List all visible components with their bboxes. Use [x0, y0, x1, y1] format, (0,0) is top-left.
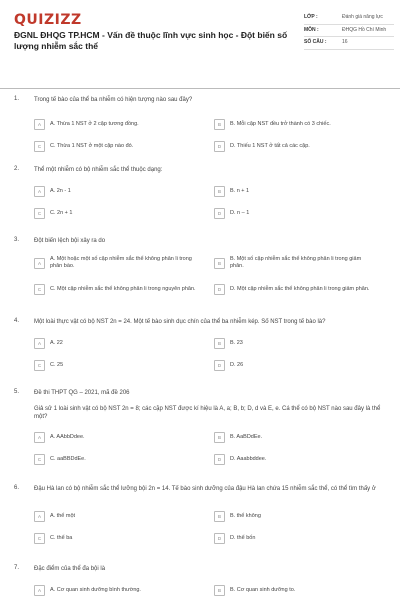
- option-a[interactable]: [34, 119, 196, 130]
- option-a[interactable]: [34, 186, 196, 197]
- option-letter-box: C: [34, 360, 45, 371]
- option-text: B. Cơ quan sinh dưỡng to.: [230, 586, 296, 593]
- question-number: 2.: [14, 166, 20, 172]
- option-letter-box: A: [34, 258, 45, 269]
- option-letter-box: D: [214, 208, 225, 219]
- meta-value: Đánh giá năng lực: [342, 14, 383, 20]
- option-letter-box: A: [34, 338, 45, 349]
- option-b[interactable]: [214, 432, 376, 443]
- option-letter-box: A: [34, 186, 45, 197]
- question-text: Đặc điểm của thể đa bội là: [34, 566, 106, 572]
- question-number: 1.: [14, 96, 20, 102]
- option-d[interactable]: [214, 141, 376, 152]
- question-text: Một loài thực vật có bộ NST 2n = 24. Một tế bào sinh dục chín của thể ba nhiễm kép. Số NST trong tế bào là?: [34, 319, 326, 325]
- option-text: C. Thừa 1 NST ở một cặp nào đó.: [50, 142, 134, 149]
- option-letter-box: D: [214, 360, 225, 371]
- option-letter-box: C: [34, 141, 45, 152]
- option-letter-box: B: [214, 511, 225, 522]
- option-text: A. Cơ quan sinh dưỡng bình thường.: [50, 586, 141, 593]
- option-d[interactable]: [214, 208, 376, 219]
- option-text: D. Thiếu 1 NST ở tất cả các cặp.: [230, 142, 310, 149]
- option-letter-box: D: [214, 141, 225, 152]
- option-text: C. thể ba: [50, 534, 73, 541]
- option-b[interactable]: [214, 585, 376, 596]
- option-letter-box: B: [214, 338, 225, 349]
- question-number: 4.: [14, 318, 20, 324]
- option-text: A. Một hoặc một số cặp nhiễm sắc thể không phân li trong phân bào.: [50, 256, 192, 270]
- question-number: 6.: [14, 485, 20, 491]
- option-text: C. Một cặp nhiễm sắc thể không phân li trong nguyên phân.: [50, 285, 196, 292]
- option-letter-box: B: [214, 432, 225, 443]
- option-a[interactable]: [34, 256, 196, 271]
- option-letter-box: A: [34, 511, 45, 522]
- document-meta: [304, 12, 394, 50]
- option-d[interactable]: [214, 284, 376, 295]
- meta-row-class: [304, 12, 394, 25]
- option-letter-box: B: [214, 258, 225, 269]
- option-b[interactable]: [214, 256, 376, 271]
- option-text: C. 25: [50, 361, 64, 368]
- question-text: Thể một nhiễm có bộ nhiễm sắc thể thuộc dạng:: [34, 167, 163, 173]
- quizizz-logo: QUIZIZZ: [14, 12, 82, 28]
- option-b[interactable]: [214, 186, 376, 197]
- option-c[interactable]: [34, 208, 196, 219]
- option-letter-box: D: [214, 454, 225, 465]
- option-letter-box: B: [214, 119, 225, 130]
- option-letter-box: A: [34, 432, 45, 443]
- option-d[interactable]: [214, 454, 376, 465]
- option-text: B. Mỗi cặp NST đều trở thành có 3 chiếc.: [230, 120, 331, 127]
- meta-value: ĐHQG Hồ Chí Minh: [342, 26, 387, 33]
- option-letter-box: A: [34, 119, 45, 130]
- option-d[interactable]: [214, 360, 376, 371]
- meta-row-count: [304, 37, 394, 50]
- document-title: ĐGNL ĐHQG TP.HCM - Vấn đề thuộc lĩnh vực sinh học - Đột biến số lượng nhiễm sắc thể: [14, 30, 288, 51]
- option-text: B. n + 1: [230, 187, 250, 194]
- question-source: Đề thi THPT QG – 2021, mã đề 206: [34, 390, 130, 396]
- option-a[interactable]: [34, 338, 196, 349]
- option-text: B. 23: [230, 339, 243, 346]
- option-text: B. AaBDdEe.: [230, 433, 263, 440]
- option-a[interactable]: [34, 432, 196, 443]
- meta-key: LỚP :: [304, 14, 318, 20]
- option-letter-box: B: [214, 186, 225, 197]
- option-letter-box: D: [214, 284, 225, 295]
- question-text: Giả sử 1 loài sinh vật có bộ NST 2n = 8; các cặp NST được kí hiệu là A, a; B, b; D, d và E, e. Cá thể có bộ NST nào sau đây là thể một?: [34, 406, 381, 421]
- option-text: D. thể bốn: [230, 534, 256, 541]
- option-b[interactable]: [214, 119, 376, 130]
- option-letter-box: D: [214, 533, 225, 544]
- option-c[interactable]: [34, 141, 196, 152]
- option-text: A. thể một: [50, 512, 76, 519]
- option-letter-box: C: [34, 454, 45, 465]
- option-c[interactable]: [34, 360, 196, 371]
- option-a[interactable]: [34, 511, 196, 522]
- document-header: [0, 0, 400, 89]
- meta-row-subject: [304, 25, 394, 38]
- option-b[interactable]: [214, 511, 376, 522]
- meta-value: 16: [342, 39, 348, 45]
- meta-key: MÔN :: [304, 26, 319, 33]
- option-text: A. 22: [50, 339, 63, 346]
- option-text: D. Một cặp nhiễm sắc thể không phân li trong giảm phân.: [230, 285, 370, 292]
- option-c[interactable]: [34, 454, 196, 465]
- question-text: Trong tế bào của thể ba nhiễm có hiện tượng nào sau đây?: [34, 97, 193, 103]
- option-letter-box: C: [34, 208, 45, 219]
- option-a[interactable]: [34, 585, 196, 596]
- option-text: D. Aaabbddee.: [230, 455, 267, 462]
- question-number: 7.: [14, 565, 20, 571]
- option-letter-box: B: [214, 585, 225, 596]
- option-d[interactable]: [214, 533, 376, 544]
- question-text: Đột biến lệch bội xảy ra do: [34, 238, 106, 244]
- option-text: A. Thừa 1 NST ở 2 cặp tương đồng.: [50, 120, 139, 127]
- option-text: D. 26: [230, 361, 244, 368]
- question-text: Đậu Hà lan có bộ nhiễm sắc thể lưỡng bội 2n = 14. Tế bào sinh dưỡng của đậu Hà lan chứa 15 nhiễm sắc thể, có thể tìm thấy ở: [34, 486, 376, 492]
- meta-key: SỐ CÂU :: [304, 39, 327, 45]
- option-text: C. 2n + 1: [50, 209, 73, 216]
- question-number: 5.: [14, 389, 20, 395]
- option-text: A. 2n - 1: [50, 187, 71, 194]
- option-text: B. Một số cặp nhiễm sắc thể không phân li trong giảm phân.: [230, 256, 362, 270]
- option-c[interactable]: [34, 284, 196, 295]
- option-text: D. n – 1: [230, 209, 250, 216]
- option-letter-box: C: [34, 533, 45, 544]
- option-text: C. aaBBDdEe.: [50, 455, 86, 462]
- question-number: 3.: [14, 237, 20, 243]
- option-b[interactable]: [214, 338, 376, 349]
- option-text: A. AAbbDdee.: [50, 433, 85, 440]
- option-c[interactable]: [34, 533, 196, 544]
- option-text: B. thể không: [230, 512, 261, 519]
- option-letter-box: A: [34, 585, 45, 596]
- option-letter-box: C: [34, 284, 45, 295]
